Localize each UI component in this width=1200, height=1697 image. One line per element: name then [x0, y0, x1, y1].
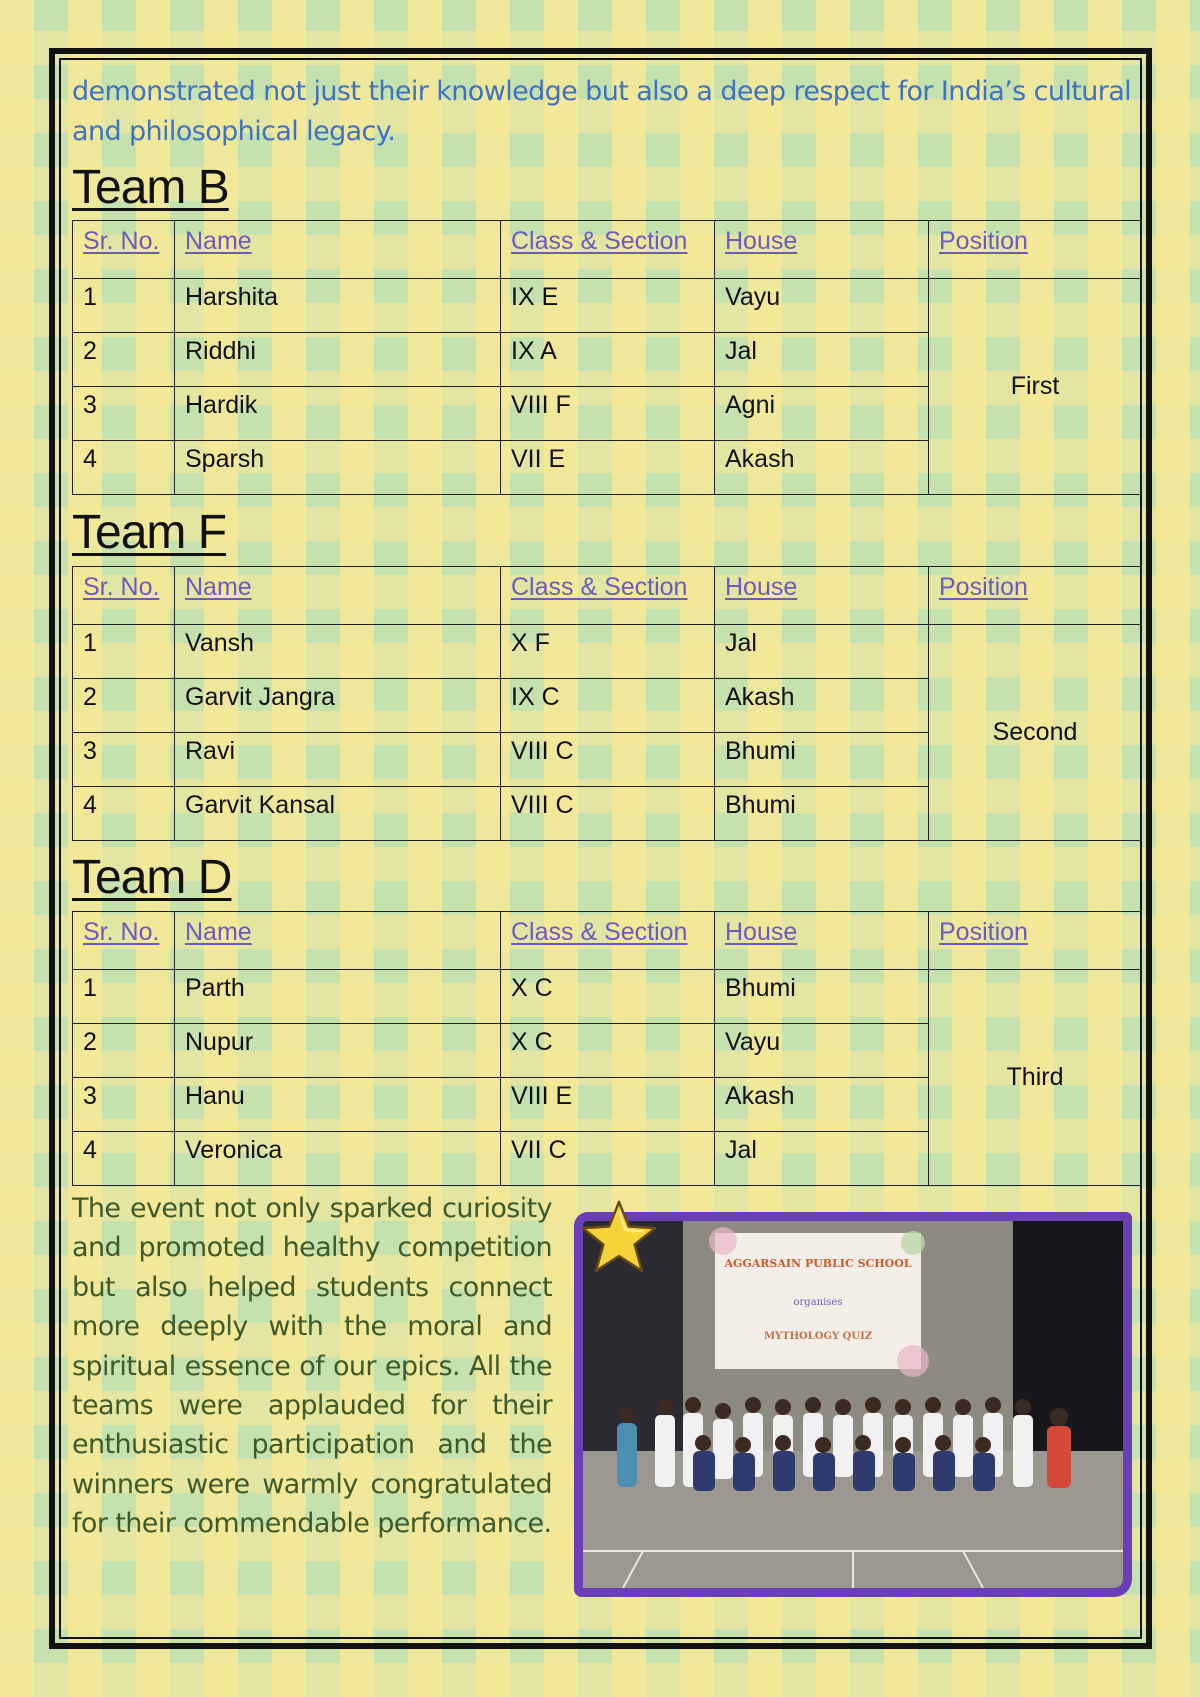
- cell-class: VIII E: [501, 1078, 715, 1132]
- cell-name: Parth: [175, 970, 501, 1024]
- team-b-table: [72, 220, 1142, 495]
- cell-sr: 3: [73, 387, 175, 441]
- header-position: Position: [929, 912, 1142, 970]
- cell-house: Akash: [715, 679, 929, 733]
- table-header-row: [73, 912, 1142, 970]
- cell-class: IX A: [501, 333, 715, 387]
- cell-position: Second: [929, 625, 1142, 841]
- banner-quiz-title: MYTHOLOGY QUIZ: [763, 1331, 873, 1342]
- cell-house: Akash: [715, 441, 929, 495]
- table-row: [73, 279, 1142, 333]
- header-sr-no: Sr. No.: [73, 912, 175, 970]
- header-house: House: [715, 912, 929, 970]
- cell-class: VIII C: [501, 733, 715, 787]
- cell-name: Veronica: [175, 1132, 501, 1186]
- cell-house: Jal: [715, 333, 929, 387]
- cell-class: X C: [501, 970, 715, 1024]
- header-name: Name: [175, 221, 501, 279]
- header-sr-no: Sr. No.: [73, 567, 175, 625]
- cell-sr: 3: [73, 733, 175, 787]
- event-photo-illustration: [583, 1221, 1123, 1588]
- cell-house: Vayu: [715, 279, 929, 333]
- team-f-title: Team F: [72, 506, 227, 559]
- cell-name: Hanu: [175, 1078, 501, 1132]
- cell-house: Akash: [715, 1078, 929, 1132]
- cell-class: IX C: [501, 679, 715, 733]
- cell-name: Ravi: [175, 733, 501, 787]
- table-header-row: [73, 567, 1142, 625]
- team-d-table: [72, 911, 1142, 1186]
- cell-name: Vansh: [175, 625, 501, 679]
- closing-paragraph: The event not only sparked curiosity and promoted healthy competition but also helped students connect more deeply with the moral and spiritual essence of our epics. All the teams were applauded for their enthusiastic participation and the winners were warmly congratulated for their commendable performance.: [72, 1193, 552, 1540]
- cell-name: Sparsh: [175, 441, 501, 495]
- header-house: House: [715, 221, 929, 279]
- cell-name: Hardik: [175, 387, 501, 441]
- cell-house: Bhumi: [715, 733, 929, 787]
- header-position: Position: [929, 221, 1142, 279]
- star-icon: [578, 1197, 660, 1279]
- cell-sr: 1: [73, 970, 175, 1024]
- cell-sr: 4: [73, 1132, 175, 1186]
- intro-line-2: and philosophical legacy.: [72, 116, 396, 147]
- cell-class: VIII C: [501, 787, 715, 841]
- cell-sr: 2: [73, 679, 175, 733]
- team-d-title: Team D: [72, 851, 232, 904]
- cell-name: Nupur: [175, 1024, 501, 1078]
- cell-name: Riddhi: [175, 333, 501, 387]
- header-class-section: Class & Section: [501, 221, 715, 279]
- cell-house: Bhumi: [715, 787, 929, 841]
- cell-sr: 1: [73, 279, 175, 333]
- cell-position: First: [929, 279, 1142, 495]
- team-b-title: Team B: [72, 161, 229, 214]
- cell-class: VII C: [501, 1132, 715, 1186]
- cell-class: IX E: [501, 279, 715, 333]
- banner-organises: organises: [793, 1297, 843, 1308]
- intro-paragraph: [72, 72, 1147, 152]
- team-f-table: [72, 566, 1142, 841]
- cell-sr: 4: [73, 441, 175, 495]
- cell-sr: 3: [73, 1078, 175, 1132]
- cell-house: Vayu: [715, 1024, 929, 1078]
- intro-line-1: demonstrated not just their knowledge but also a deep respect for India’s cultural: [72, 76, 1132, 107]
- cell-name: Garvit Kansal: [175, 787, 501, 841]
- cell-name: Harshita: [175, 279, 501, 333]
- cell-house: Bhumi: [715, 970, 929, 1024]
- cell-house: Jal: [715, 625, 929, 679]
- header-name: Name: [175, 567, 501, 625]
- cell-class: VII E: [501, 441, 715, 495]
- cell-house: Agni: [715, 387, 929, 441]
- cell-sr: 2: [73, 333, 175, 387]
- cell-sr: 4: [73, 787, 175, 841]
- cell-sr: 2: [73, 1024, 175, 1078]
- cell-class: X F: [501, 625, 715, 679]
- banner-school-name: AGGARSAIN PUBLIC SCHOOL: [724, 1257, 912, 1270]
- table-header-row: [73, 221, 1142, 279]
- header-sr-no: Sr. No.: [73, 221, 175, 279]
- cell-house: Jal: [715, 1132, 929, 1186]
- header-house: House: [715, 567, 929, 625]
- cell-position: Third: [929, 970, 1142, 1186]
- cell-name: Garvit Jangra: [175, 679, 501, 733]
- header-position: Position: [929, 567, 1142, 625]
- header-name: Name: [175, 912, 501, 970]
- table-row: [73, 625, 1142, 679]
- cell-class: X C: [501, 1024, 715, 1078]
- cell-class: VIII F: [501, 387, 715, 441]
- header-class-section: Class & Section: [501, 912, 715, 970]
- header-class-section: Class & Section: [501, 567, 715, 625]
- table-row: [73, 970, 1142, 1024]
- cell-sr: 1: [73, 625, 175, 679]
